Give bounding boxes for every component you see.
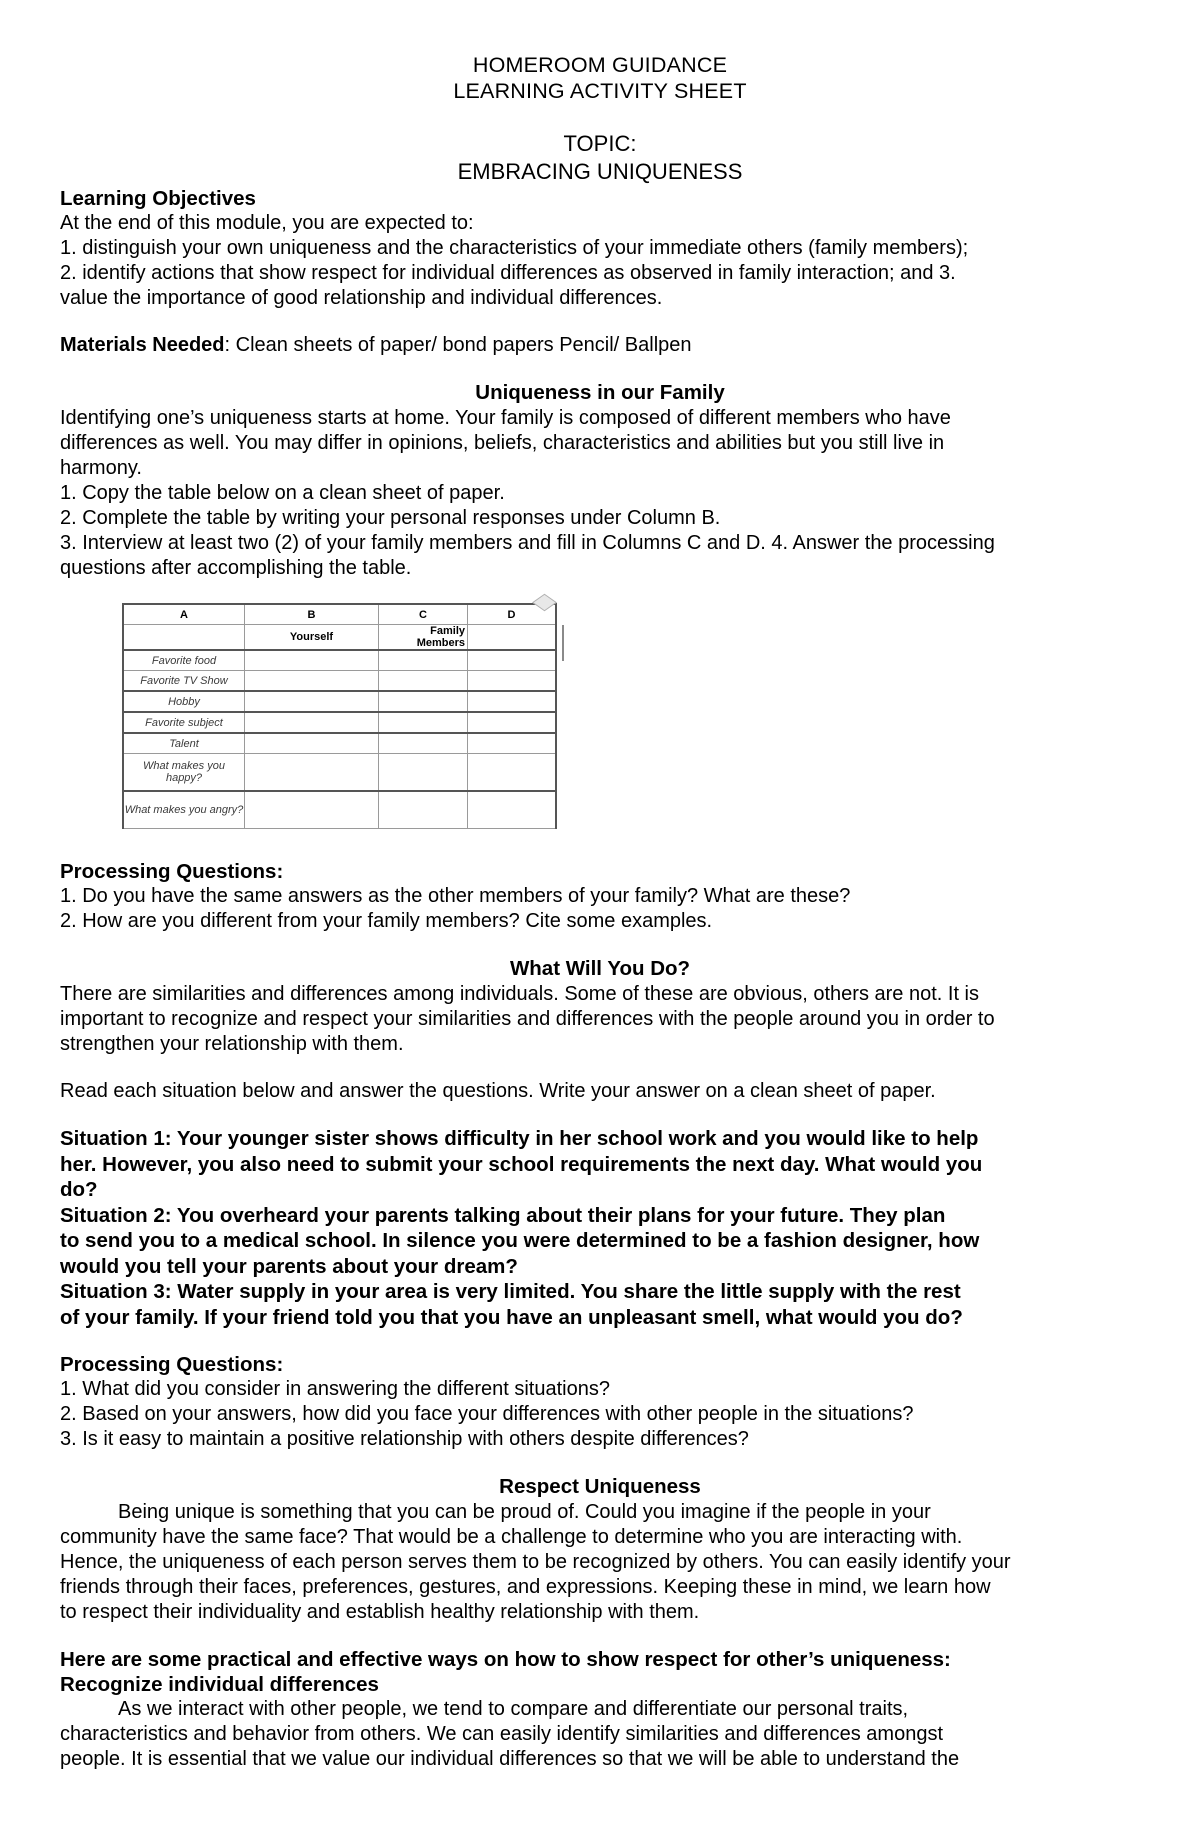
situation-2 <box>60 1203 1140 1280</box>
uniqueness-step-1: 1. Copy the table below on a clean sheet of paper. <box>60 482 505 504</box>
table-row <box>123 712 556 733</box>
materials-colon: : <box>224 334 231 356</box>
processing-q2-item-1: 1. What did you consider in answering the different situations? <box>60 1378 610 1400</box>
table-row <box>123 650 556 671</box>
row-label-hobby: Hobby <box>123 691 245 712</box>
cell-d[interactable] <box>468 733 557 754</box>
processing-q1-item-2: 2. How are you different from your family members? Cite some examples. <box>60 910 713 932</box>
materials-needed-row <box>60 333 1140 358</box>
objective-item-3: value the importance of good relationship and individual differences. <box>60 287 663 309</box>
spacer <box>60 1452 1140 1474</box>
materials-needed-value: Clean sheets of paper/ bond papers Pencil/ Ballpen <box>235 334 692 356</box>
situation-1 <box>60 1126 1140 1203</box>
spacer <box>60 1330 1140 1352</box>
spacer <box>60 1104 1140 1126</box>
what-will-you-do-line-2: important to recognize and respect your similarities and differences with the people around you in order to <box>60 1008 995 1030</box>
col-letter-c: C <box>379 604 468 625</box>
row-label-what-makes-you-angry: What makes you angry? <box>123 791 245 829</box>
spacer <box>60 829 1140 859</box>
cell-c[interactable] <box>379 691 468 712</box>
processing-questions-1-heading: Processing Questions: <box>60 860 284 883</box>
uniqueness-step-2: 2. Complete the table by writing your personal responses under Column B. <box>60 507 721 529</box>
cell-b[interactable] <box>245 671 379 692</box>
cell-d[interactable] <box>468 791 557 829</box>
topic-block <box>60 130 1140 186</box>
document-header-line-1: HOMEROOM GUIDANCE <box>472 53 728 77</box>
cell-b[interactable] <box>245 791 379 829</box>
cell-d[interactable] <box>468 650 557 671</box>
uniqueness-para-line-2: differences as well. You may differ in opinions, beliefs, characteristics and abilities but you still live in <box>60 432 945 454</box>
objectives-intro: At the end of this module, you are expected to: <box>60 212 474 234</box>
situation-2-line-3: would you tell your parents about your dream? <box>60 1254 518 1278</box>
situation-3-line-2: of your family. If your friend told you that you have an unpleasant smell, what would you do? <box>60 1305 963 1329</box>
topic-label: TOPIC: <box>563 131 637 156</box>
cell-b[interactable] <box>245 712 379 733</box>
respect-para-line-4: friends through their faces, preferences, gestures, and expressions. Keeping these in mind, we learn how <box>60 1576 991 1598</box>
spacer <box>60 358 1140 380</box>
cell-c[interactable] <box>379 650 468 671</box>
cell-b[interactable] <box>245 733 379 754</box>
uniqueness-para-line-1: Identifying one’s uniqueness starts at home. Your family is composed of different members who have <box>60 407 951 429</box>
cell-c[interactable] <box>379 671 468 692</box>
respect-para-line-3: Hence, the uniqueness of each person serves them to be recognized by others. You can easily identify your <box>60 1551 1011 1573</box>
cell-c[interactable] <box>379 791 468 829</box>
objective-item-1: 1. distinguish your own uniqueness and the characteristics of your immediate others (family members); <box>60 237 969 259</box>
recognize-differences-line-2: characteristics and behavior from others. We can easily identify similarities and differences amongst <box>60 1723 943 1745</box>
subheader-yourself: Yourself <box>245 625 379 651</box>
document-header-line-2: LEARNING ACTIVITY SHEET <box>453 79 747 103</box>
row-label-favorite-subject: Favorite subject <box>123 712 245 733</box>
situation-3-line-1: Situation 3: Water supply in your area is very limited. You share the little supply with the rest <box>60 1280 961 1303</box>
processing-q2-item-3: 3. Is it easy to maintain a positive relationship with others despite differences? <box>60 1428 749 1450</box>
spacer <box>60 1057 1140 1079</box>
subheader-d <box>468 625 557 651</box>
subheader-a <box>123 625 245 651</box>
practical-ways-line-2: Recognize individual differences <box>60 1673 379 1696</box>
cell-d[interactable] <box>468 754 557 792</box>
table-row <box>123 791 556 829</box>
situation-2-line-2: to send you to a medical school. In silence you were determined to be a fashion designer, how <box>60 1229 980 1252</box>
processing-q2-item-2: 2. Based on your answers, how did you face your differences with other people in the situations? <box>60 1403 914 1425</box>
objective-item-2: 2. identify actions that show respect for individual differences as observed in family interaction; and 3. <box>60 262 956 284</box>
what-will-you-do-line-1: There are similarities and differences among individuals. Some of these are obvious, others are not. It is <box>60 983 979 1005</box>
processing-q1-item-1: 1. Do you have the same answers as the other members of your family? What are these? <box>60 885 851 907</box>
situation-1-line-3: do? <box>60 1178 98 1201</box>
what-will-you-do-heading: What Will You Do? <box>509 957 691 980</box>
topic-title: EMBRACING UNIQUENESS <box>457 159 743 184</box>
subheader-family-members: Family Members <box>379 625 468 651</box>
processing-questions-2-heading: Processing Questions: <box>60 1353 284 1376</box>
cell-d[interactable] <box>468 712 557 733</box>
recognize-differences-line-1: As we interact with other people, we tend to compare and differentiate our personal traits, <box>118 1698 909 1720</box>
respect-para-line-2: community have the same face? That would be a challenge to determine who you are interacting with. <box>60 1526 963 1548</box>
situation-1-line-2: her. However, you also need to submit your school requirements the next day. What would you <box>60 1152 983 1176</box>
cell-b[interactable] <box>245 650 379 671</box>
cell-b[interactable] <box>245 691 379 712</box>
table-row <box>123 671 556 692</box>
cell-b[interactable] <box>245 754 379 792</box>
table-row <box>123 754 556 792</box>
cell-d[interactable] <box>468 671 557 692</box>
uniqueness-para-line-3: harmony. <box>60 457 142 479</box>
uniqueness-section-heading: Uniqueness in our Family <box>475 381 725 404</box>
col-letter-a: A <box>123 604 245 625</box>
table-side-marker-icon <box>562 625 564 661</box>
table-header-row-sublabels <box>123 625 556 651</box>
uniqueness-step-3-cont: questions after accomplishing the table. <box>60 557 412 579</box>
table-header-row-letters <box>123 604 556 625</box>
row-label-favorite-food: Favorite food <box>123 650 245 671</box>
col-letter-b: B <box>245 604 379 625</box>
situation-1-line-1: Situation 1: Your younger sister shows difficulty in her school work and you would like to help <box>60 1127 979 1150</box>
row-label-what-makes-you-happy: What makes you happy? <box>123 754 245 792</box>
spacer <box>60 934 1140 956</box>
materials-needed-label: Materials Needed <box>60 334 225 356</box>
row-label-favorite-tv-show: Favorite TV Show <box>123 671 245 692</box>
what-will-you-do-line-3: strengthen your relationship with them. <box>60 1033 404 1055</box>
situation-2-line-1: Situation 2: You overheard your parents talking about their plans for your future. They plan <box>60 1203 946 1227</box>
activity-table-image <box>122 603 550 829</box>
read-situations-instruction: Read each situation below and answer the questions. Write your answer on a clean sheet of paper. <box>60 1080 936 1102</box>
uniqueness-activity-table <box>122 603 557 829</box>
spacer <box>60 1625 1140 1647</box>
learning-objectives-heading: Learning Objectives <box>60 187 256 210</box>
respect-uniqueness-heading: Respect Uniqueness <box>499 1475 701 1498</box>
row-label-talent: Talent <box>123 733 245 754</box>
cell-c[interactable] <box>379 712 468 733</box>
spacer <box>60 311 1140 333</box>
cell-c[interactable] <box>379 754 468 792</box>
cell-c[interactable] <box>379 733 468 754</box>
col-letter-d: D <box>468 604 557 625</box>
respect-para-line-5: to respect their individuality and establish healthy relationship with them. <box>60 1601 700 1623</box>
table-row <box>123 733 556 754</box>
practical-ways-line-1: Here are some practical and effective ways on how to show respect for other’s uniqueness: <box>60 1648 951 1671</box>
table-row <box>123 691 556 712</box>
situation-3 <box>60 1279 1140 1330</box>
recognize-differences-line-3: people. It is essential that we value our individual differences so that we will be able to understand the <box>60 1748 960 1770</box>
cell-d[interactable] <box>468 691 557 712</box>
uniqueness-step-3: 3. Interview at least two (2) of your family members and fill in Columns C and D. 4. Answer the processing <box>60 532 995 554</box>
respect-para-line-1: Being unique is something that you can be proud of. Could you imagine if the people in your <box>118 1501 931 1523</box>
